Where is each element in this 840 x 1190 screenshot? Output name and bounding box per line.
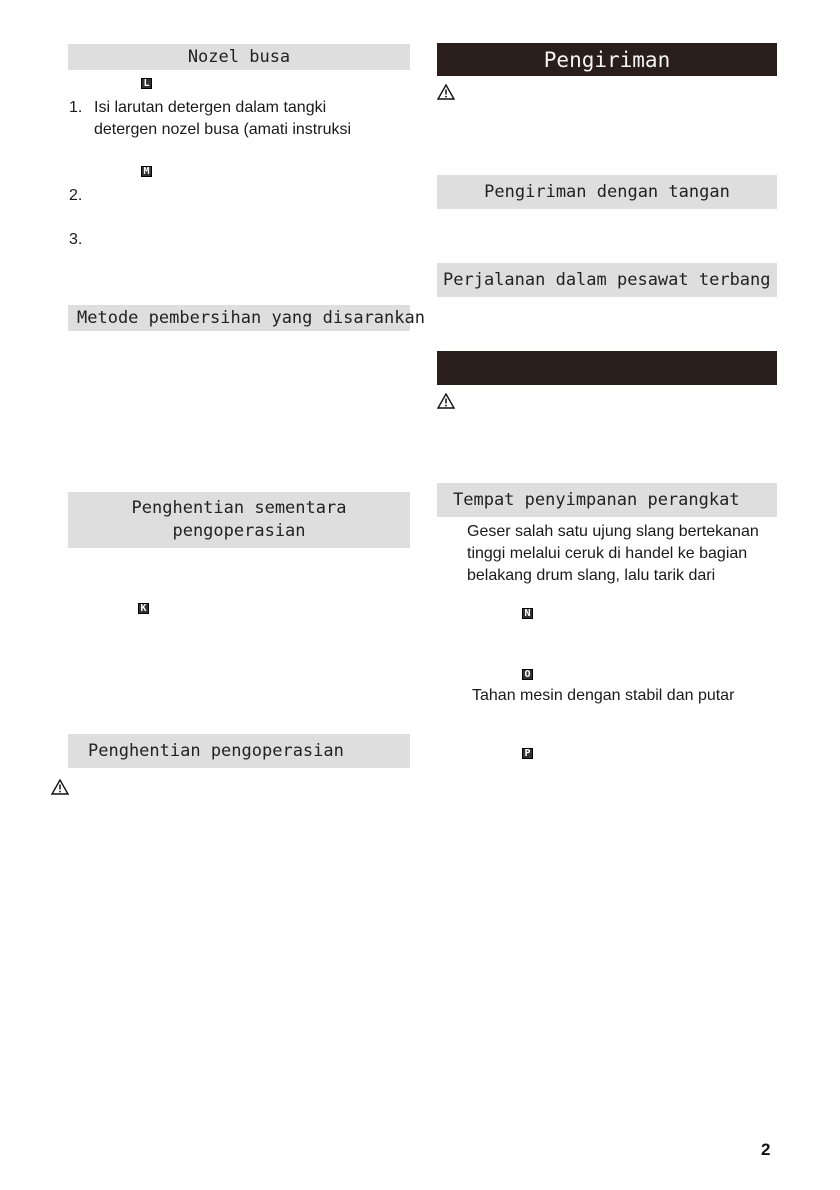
step-text: Isi larutan detergen dalam tangki bbox=[94, 99, 327, 116]
storage-text: tinggi melalui ceruk di handel ke bagian bbox=[467, 545, 748, 562]
section-header-foam-nozzle bbox=[68, 44, 410, 70]
section-title: Pengiriman dengan tangan bbox=[484, 182, 730, 202]
section-header-air-travel bbox=[437, 263, 777, 297]
figure-symbol-p: P bbox=[522, 748, 533, 759]
figure-symbol-o: O bbox=[522, 669, 533, 680]
warning-triangle-icon bbox=[437, 84, 455, 100]
section-title: Nozel busa bbox=[187, 47, 291, 67]
section-header-dark-blank bbox=[437, 351, 777, 385]
figure-symbol-m: M bbox=[141, 166, 152, 177]
section-title: Perjalanan dalam pesawat terbang bbox=[443, 270, 771, 290]
figure-symbol-n: N bbox=[522, 608, 533, 619]
step-number: 2. bbox=[69, 187, 83, 204]
storage-text: belakang drum slang, lalu tarik dari bbox=[467, 567, 716, 584]
section-header-temporary-stop bbox=[68, 492, 410, 548]
section-header-shipping bbox=[437, 43, 777, 76]
step-number: 1. bbox=[69, 99, 83, 116]
page-number: 2 bbox=[761, 1140, 771, 1159]
storage-text: Tahan mesin dengan stabil dan putar bbox=[472, 687, 735, 704]
warning-triangle-icon bbox=[437, 393, 455, 409]
step-text: detergen nozel busa (amati instruksi bbox=[94, 121, 352, 138]
section-title: Pengiriman bbox=[543, 47, 671, 72]
section-title: Metode pembersihan yang disarankan bbox=[77, 308, 425, 328]
section-header-hand-shipping bbox=[437, 175, 777, 209]
section-title-line: pengoperasian bbox=[172, 521, 306, 541]
section-header-cleaning-method bbox=[68, 305, 425, 331]
section-title-line: Penghentian sementara bbox=[131, 498, 347, 518]
warning-triangle-icon bbox=[51, 779, 69, 795]
figure-symbol-l: L bbox=[141, 78, 152, 89]
storage-text: Geser salah satu ujung slang bertekanan bbox=[467, 523, 759, 540]
step-number: 3. bbox=[69, 231, 83, 248]
section-header-device-storage bbox=[437, 483, 777, 517]
figure-symbol-k: K bbox=[138, 603, 149, 614]
section-title: Penghentian pengoperasian bbox=[88, 741, 344, 761]
section-header-stop-operation bbox=[68, 734, 410, 768]
section-title: Tempat penyimpanan perangkat bbox=[453, 490, 740, 510]
